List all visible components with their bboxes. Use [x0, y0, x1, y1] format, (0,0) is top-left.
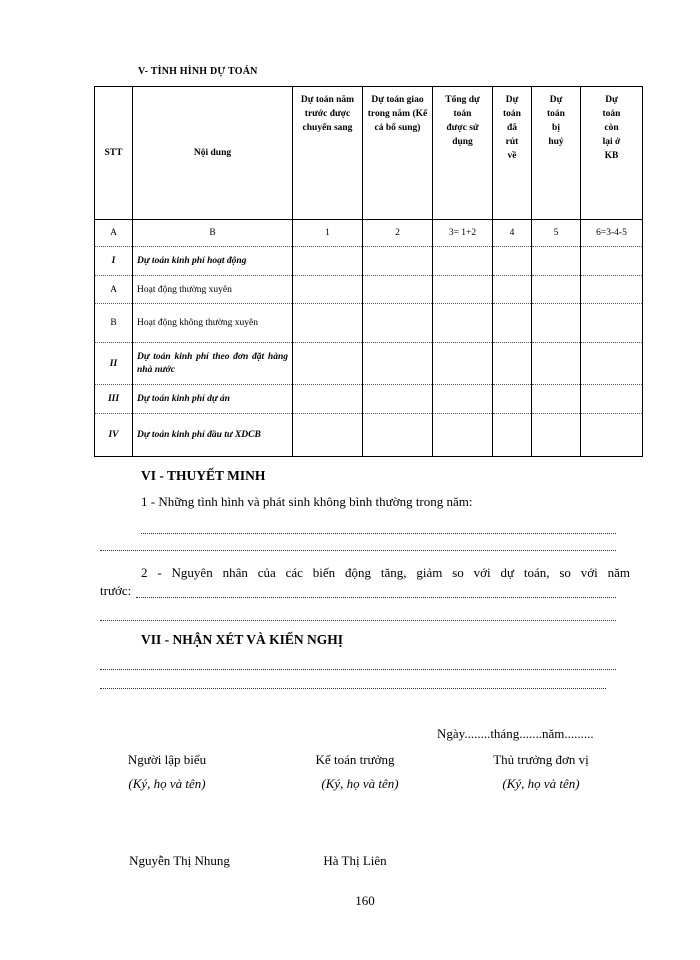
row-stt: I: [95, 247, 133, 276]
dotted-line: [136, 597, 616, 598]
row-stt: B: [95, 304, 133, 343]
dotted-line: [100, 620, 616, 621]
signature-role-head: Thủ trưởng đơn vị: [493, 752, 589, 767]
dotted-line: [100, 669, 616, 670]
signature-role-preparer: Người lập biểu: [127, 752, 207, 767]
row-content: Hoạt động thường xuyên: [133, 276, 293, 304]
index-cell: 1: [293, 220, 363, 247]
row-stt: IV: [95, 414, 133, 457]
table-row: [95, 276, 643, 304]
table-row: [95, 304, 643, 343]
row-content: Dự toán kinh phí đầu tư XDCB: [133, 414, 293, 457]
header-col5: Dự toán bị huỷ: [532, 87, 581, 220]
table-row: [95, 385, 643, 414]
dotted-line: [100, 550, 616, 551]
signature-name-preparer: Nguyễn Thị Nhung: [129, 853, 230, 868]
signature-note-chief-accountant: (Ký, họ và tên): [321, 776, 399, 791]
index-cell: 5: [532, 220, 581, 247]
row-content: Dự toán kinh phí theo đơn đặt hàng nhà nước: [133, 343, 293, 385]
date-line: Ngày........tháng.......năm.........: [437, 726, 594, 741]
row-content: Dự toán kinh phí dự án: [133, 385, 293, 414]
header-col6: Dự toán còn lại ở KB: [581, 87, 643, 220]
header-col4: Dự toán đã rút về: [493, 87, 532, 220]
index-cell: 6=3-4-5: [581, 220, 643, 247]
index-cell: 2: [363, 220, 433, 247]
budget-table: [94, 86, 643, 457]
explanation-item-1: 1 - Những tình hình và phát sinh không bình thường trong năm:: [141, 494, 473, 509]
index-cell: A: [95, 220, 133, 247]
signature-note-head: (Ký, họ và tên): [502, 776, 580, 791]
signature-role-chief-accountant: Kế toán trưởng: [315, 752, 395, 767]
index-cell: B: [133, 220, 293, 247]
row-stt: II: [95, 343, 133, 385]
explanation-item-2: 2 - Nguyên nhân của các biến động tăng, giảm so với dự toán, so với năm: [141, 565, 630, 580]
header-col1: Dự toán năm trước được chuyển sang: [293, 87, 363, 220]
page-number: 160: [355, 893, 375, 908]
header-col2: Dự toán giao trong năm (Kể cả bổ sung): [363, 87, 433, 220]
table-row: [95, 414, 643, 457]
header-stt: STT: [95, 87, 133, 220]
signature-note-preparer: (Ký, họ và tên): [128, 776, 206, 791]
section-6-title: VI - THUYẾT MINH: [141, 468, 266, 483]
row-stt: A: [95, 276, 133, 304]
index-cell: 4: [493, 220, 532, 247]
index-cell: 3= 1+2: [433, 220, 493, 247]
index-row: [95, 220, 643, 247]
table-row: [95, 343, 643, 385]
header-col3: Tổng dự toán được sử dụng: [433, 87, 493, 220]
row-content: Hoạt động không thường xuyên: [133, 304, 293, 343]
section-7-title: VII - NHẬN XÉT VÀ KIẾN NGHỊ: [141, 632, 344, 647]
table-row: [95, 247, 643, 276]
row-stt: III: [95, 385, 133, 414]
explanation-item-2-cont: trước:: [100, 583, 132, 598]
signature-name-chief-accountant: Hà Thị Liên: [323, 853, 387, 868]
section-5-title: V- TÌNH HÌNH DỰ TOÁN: [138, 66, 258, 77]
dotted-line: [100, 688, 606, 689]
header-content: Nội dung: [133, 87, 293, 220]
dotted-line: [141, 533, 616, 534]
row-content: Dự toán kinh phí hoạt động: [133, 247, 293, 276]
table-header-row: [95, 87, 643, 220]
